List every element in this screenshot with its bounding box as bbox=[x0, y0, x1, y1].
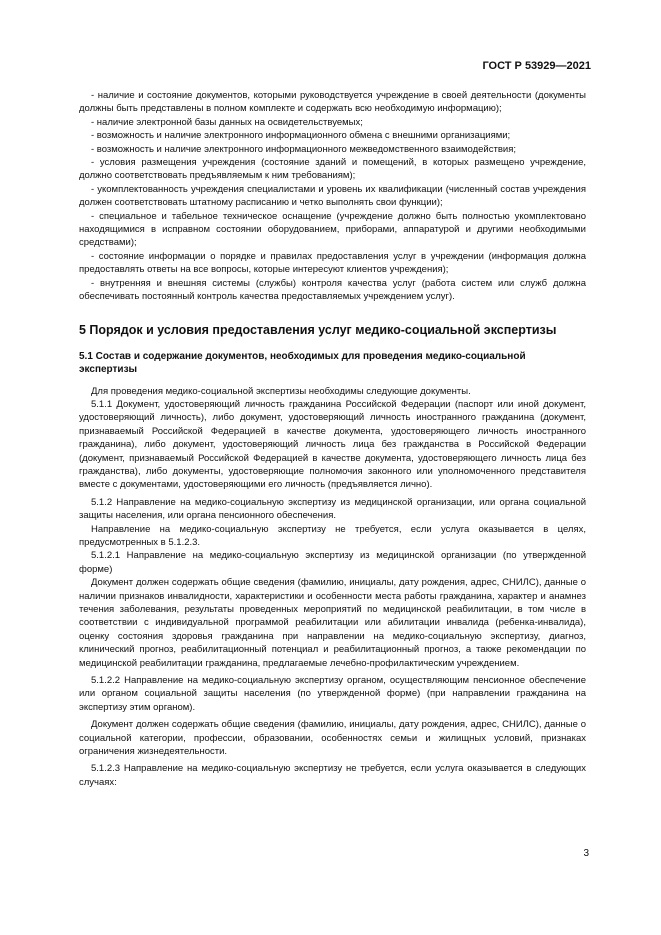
list-item: - внутренняя и внешняя системы (службы) контроля качества услуг (работа систем или служб должна обеспечивать постоянный контроль качества предоставляемых учреждением услуг). bbox=[79, 277, 586, 303]
subsection-heading: 5.1 Состав и содержание документов, необходимых для проведения медико-социальной экспертизы bbox=[79, 350, 526, 375]
paragraph: Для проведения медико-социальной экспертизы необходимы следующие документы. bbox=[91, 385, 471, 397]
document-body bbox=[79, 89, 586, 789]
paragraph: 5.1.2.1 Направление на медико-социальную экспертизу из медицинской организации (по утвержденной форме) bbox=[79, 550, 586, 575]
page-number: 3 bbox=[583, 848, 589, 859]
paragraph: Направление на медико-социальную экспертизу не требуется, если услуга оказывается в целях, предусмотренных в 5.1.2.3. bbox=[79, 523, 586, 548]
list-item: - специальное и табельное техническое оснащение (учреждение должно быть полностью укомплектовано находящимися в исправном состоянии оборудованием, приборами, аппаратурой и другими необходимыми средствами); bbox=[79, 210, 586, 249]
paragraph: 5.1.1 Документ, удостоверяющий личность гражданина Российской Федерации (паспорт или иной документ, удостоверяющий личность), либо документ, удостоверяющий личность иностранного гражданина (документ, признаваемый Российской Федерацией в качестве документа, удостоверяющего личность иностранного гражданина), либо документ, удостоверяющий личность лица без гражданства в Российской Федерации (документ, признаваемый Российской Федерацией в качестве документа, удостоверяющего личность лица без гражданства), либо документы, удостоверяющие полномочия законного или уполномоченного представителя вместе с документами, удостоверяющими его личность (предъявляется лично). bbox=[79, 398, 586, 491]
paragraph: Документ должен содержать общие сведения (фамилию, инициалы, дату рождения, адрес, СНИЛС), данные о наличии признаков инвалидности, характеристики и особенности места работы гражданина, характер и анамнез течения заболевания, результаты проведенных мероприятий по медицинской реабилитации, в том числе в соответствии с индивидуальной программой реабилитации или абилитации инвалида (ребенка-инвалида), оценку состояния здоровья гражданина при направлении на медико-социальную экспертизу, диагноз, клинический прогноз, реабилитационный потенциал и реабилитационный прогноз, а также рекомендации по медицинской реабилитации гражданина, предлагаемые лечебно-профилактическим учреждением. bbox=[79, 577, 586, 669]
paragraph: 5.1.2 Направление на медико-социальную экспертизу из медицинской организации, или органа социальной защиты населения, или органа пенсионного обеспечения. bbox=[79, 496, 586, 522]
list-item: - состояние информации о порядке и правилах предоставления услуг в учреждении (информация должна предоставлять ответы на все вопросы, которые интересуют клиентов учреждения); bbox=[79, 250, 586, 276]
list-item: - наличие электронной базы данных на освидетельствуемых; bbox=[91, 116, 363, 128]
paragraph: Документ должен содержать общие сведения (фамилию, инициалы, дату рождения, адрес, СНИЛС), данные о социальной категории, профессии, образовании, особенностях семьи и жилищных условий, признаках ограничения жизнедеятельности. bbox=[79, 719, 586, 758]
paragraph: 5.1.2.2 Направление на медико-социальную экспертизу органом, осуществляющим пенсионное обеспечение или органом социальной защиты населения (по утвержденной форме) (при направлении гражданина на экспертизу этим органом). bbox=[79, 675, 586, 713]
list-item: - укомплектованность учреждения специалистами и уровень их квалификации (численный состав учреждения должен соответствовать штатному расписанию и четко выполнять свои функции); bbox=[79, 183, 586, 209]
section-heading: 5 Порядок и условия предоставления услуг медико-социальной экспертизы bbox=[79, 322, 557, 337]
standard-code: ГОСТ Р 53929—2021 bbox=[482, 60, 591, 72]
paragraph: 5.1.2.3 Направление на медико-социальную экспертизу не требуется, если услуга оказывается в следующих случаях: bbox=[79, 763, 586, 788]
list-item: - условия размещения учреждения (состояние зданий и помещений, в которых размещено учреждение, должно соответствовать предъявляемым к ним требованиям); bbox=[79, 157, 586, 182]
list-item: - наличие и состояние документов, которыми руководствуется учреждение в своей деятельности (документы должны быть представлены в полном комплекте и содержать всю необходимую информацию); bbox=[79, 90, 586, 115]
list-item: - возможность и наличие электронного информационного обмена с внешними организациями; bbox=[91, 130, 511, 142]
list-item: - возможность и наличие электронного информационного межведомственного взаимодействия; bbox=[91, 143, 516, 155]
